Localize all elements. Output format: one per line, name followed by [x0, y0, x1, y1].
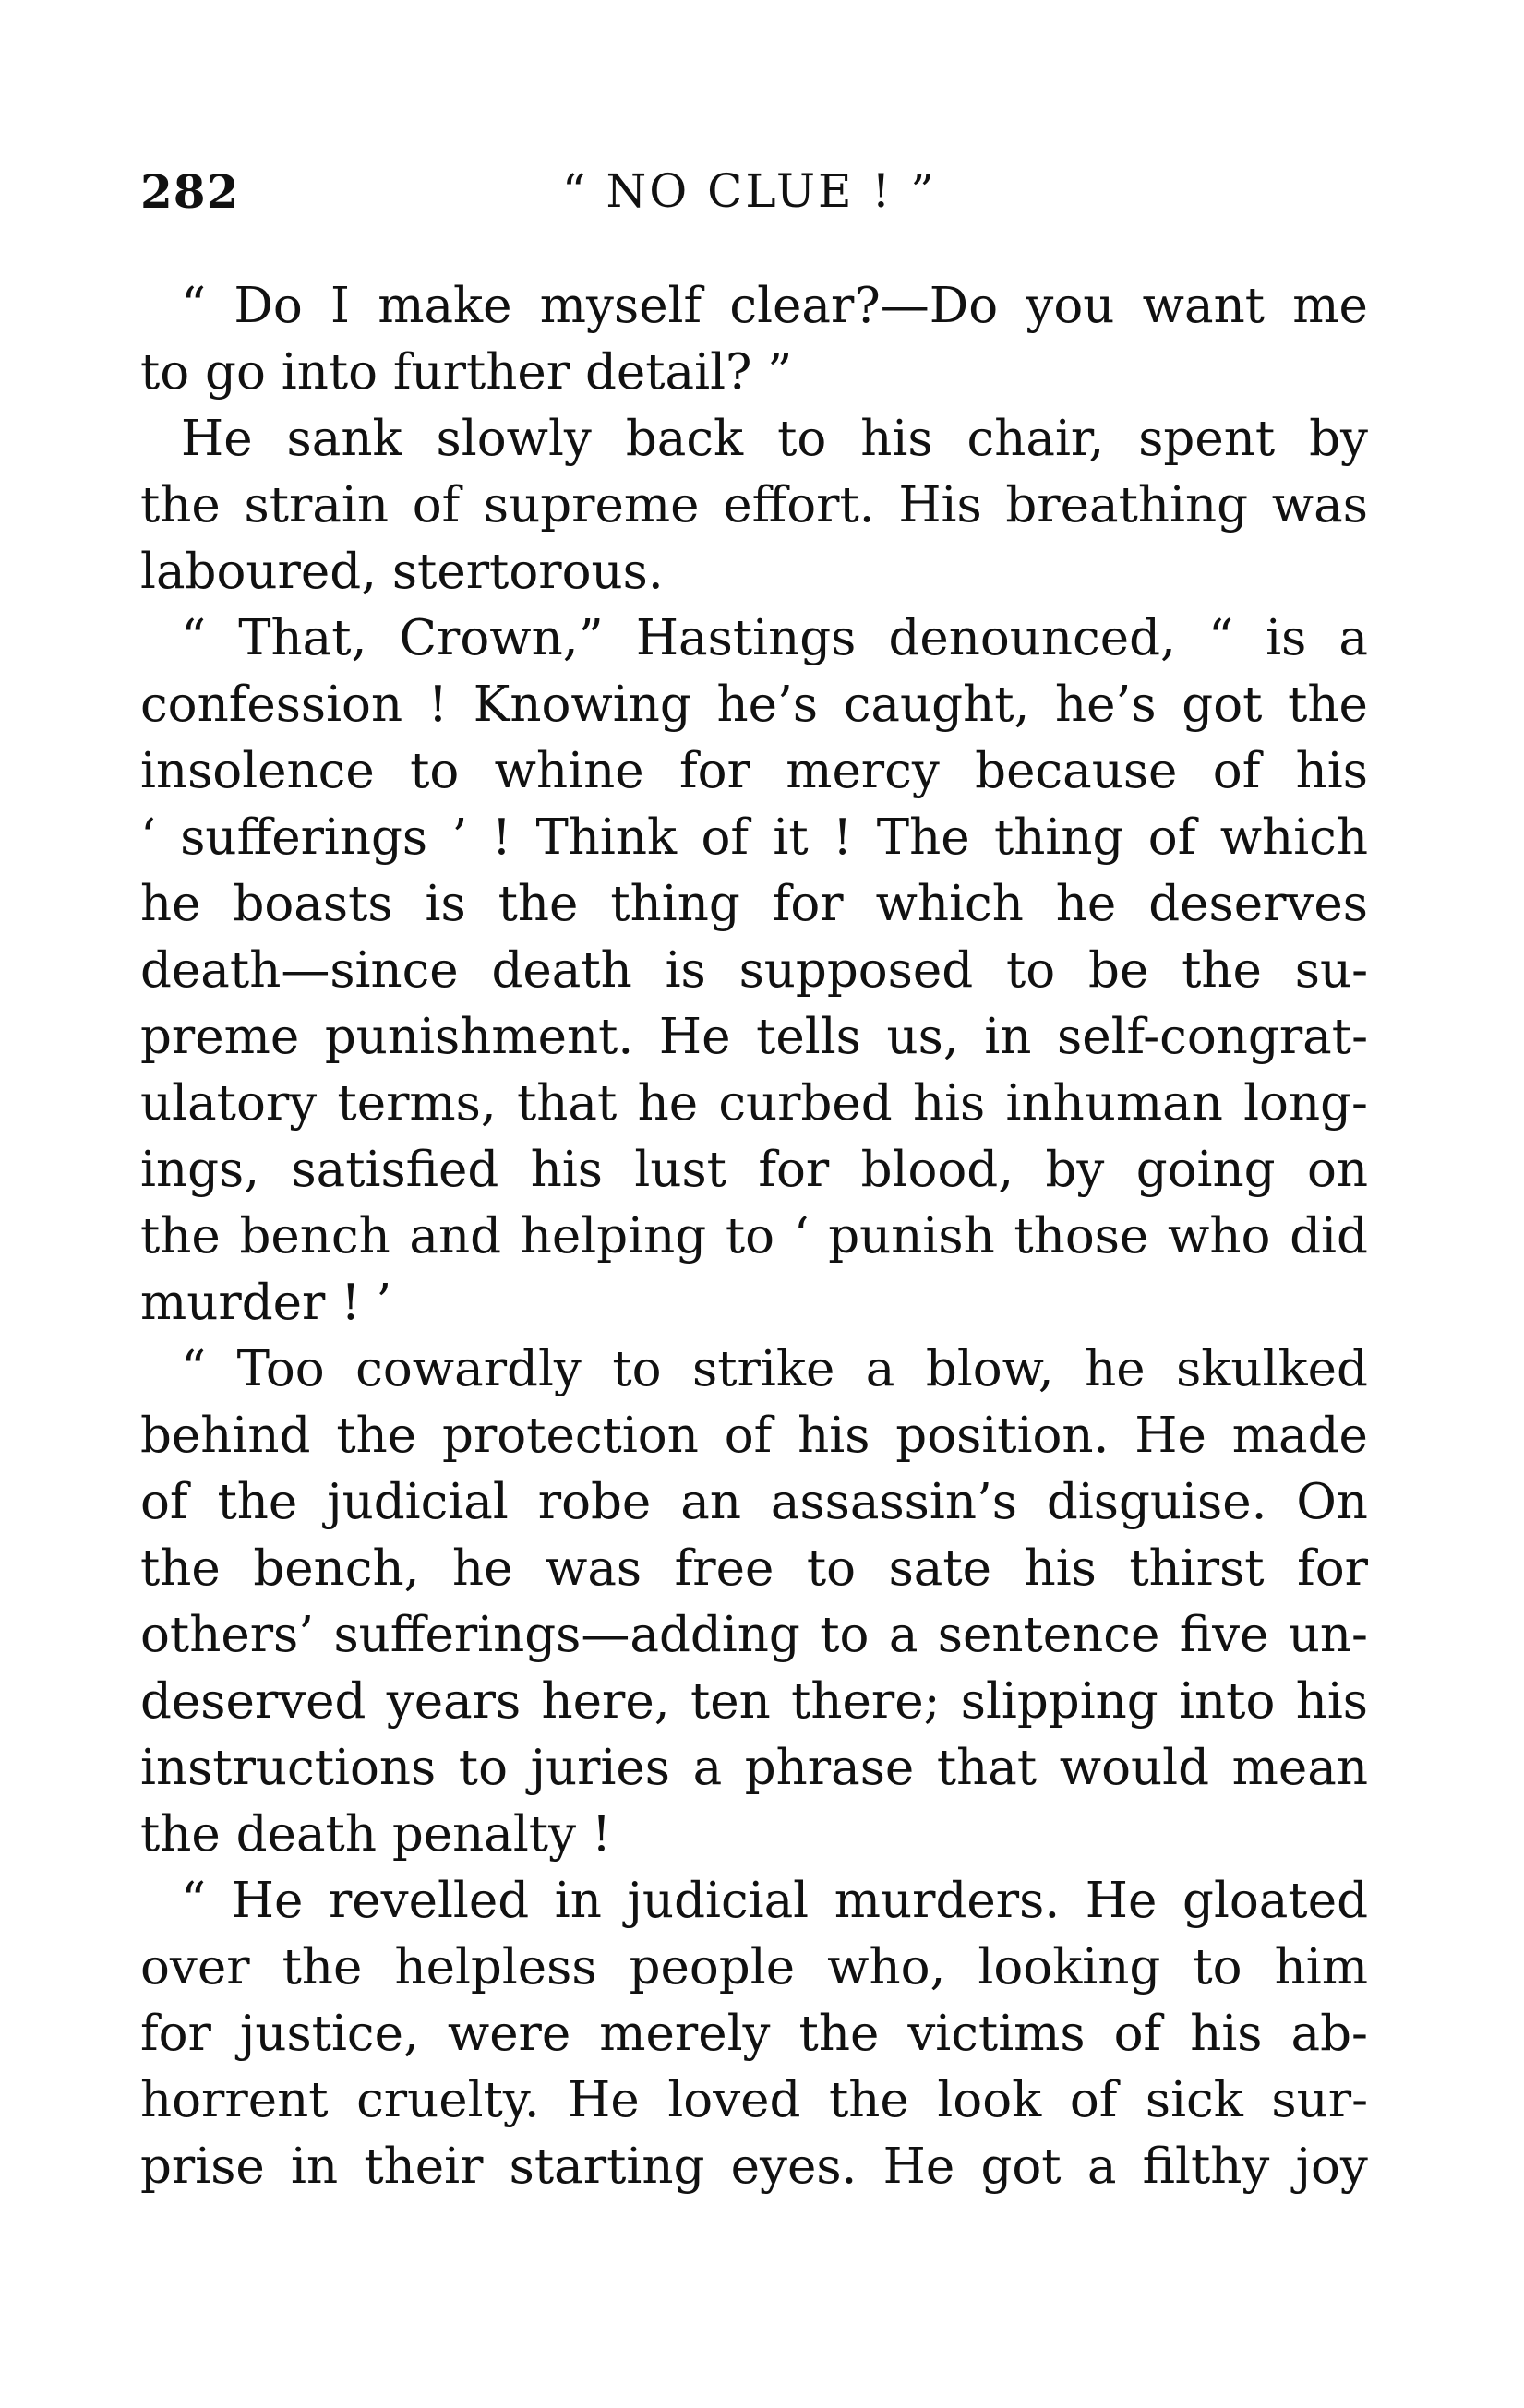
text-line: for justice, were merely the victims of his ab- [140, 2006, 1368, 2062]
text-line: ings, satisfied his lust for blood, by going on [140, 1142, 1368, 1198]
text-line: of the judicial robe an assassin’s disguise. On [140, 1474, 1368, 1530]
page-number: 282 [140, 164, 240, 219]
text-line: ulatory terms, that he curbed his inhuman long- [140, 1075, 1368, 1132]
running-title: “ NO CLUE ! ” [562, 164, 937, 218]
text-line: to go into further detail? ” [140, 344, 793, 401]
text-line: “ That, Crown,” Hastings denounced, “ is a [181, 610, 1368, 666]
body-text [140, 273, 1368, 2200]
text-line: “ Too cowardly to strike a blow, he skulked [181, 1341, 1368, 1397]
text-line: “ He revelled in judicial murders. He gloated [181, 1873, 1368, 1929]
text-line: over the helpless people who, looking to him [140, 1939, 1368, 1995]
text-line: death—since death is supposed to be the su- [140, 942, 1368, 999]
text-line: deserved years here, ten there; slipping into his [140, 1673, 1368, 1730]
text-line: insolence to whine for mercy because of his [140, 743, 1368, 799]
text-line: confession ! Knowing he’s caught, he’s got the [140, 677, 1368, 733]
text-line: prise in their starting eyes. He got a filthy joy [140, 2138, 1368, 2195]
text-line: “ Do I make myself clear?—Do you want me [181, 278, 1368, 334]
running-head [140, 164, 1359, 229]
text-line: horrent cruelty. He loved the look of sick sur- [140, 2072, 1368, 2128]
text-line: murder ! ’ [140, 1275, 392, 1331]
text-line: the death penalty ! [140, 1806, 612, 1863]
text-line: others’ sufferings—adding to a sentence five un- [140, 1607, 1368, 1663]
text-line: behind the protection of his position. He made [140, 1408, 1368, 1464]
text-line: ‘ sufferings ’ ! Think of it ! The thing of which [140, 809, 1368, 866]
text-line: laboured, stertorous. [140, 544, 664, 600]
text-line: instructions to juries a phrase that would mean [140, 1740, 1368, 1796]
text-line: he boasts is the thing for which he deserves [140, 876, 1368, 932]
text-line: the bench, he was free to sate his thirst for [140, 1540, 1368, 1597]
text-line: He sank slowly back to his chair, spent by [181, 411, 1368, 467]
text-line: the bench and helping to ‘ punish those who did [140, 1208, 1368, 1264]
text-line: the strain of supreme effort. His breathing was [140, 477, 1368, 533]
text-line: preme punishment. He tells us, in self-congrat- [140, 1009, 1368, 1065]
